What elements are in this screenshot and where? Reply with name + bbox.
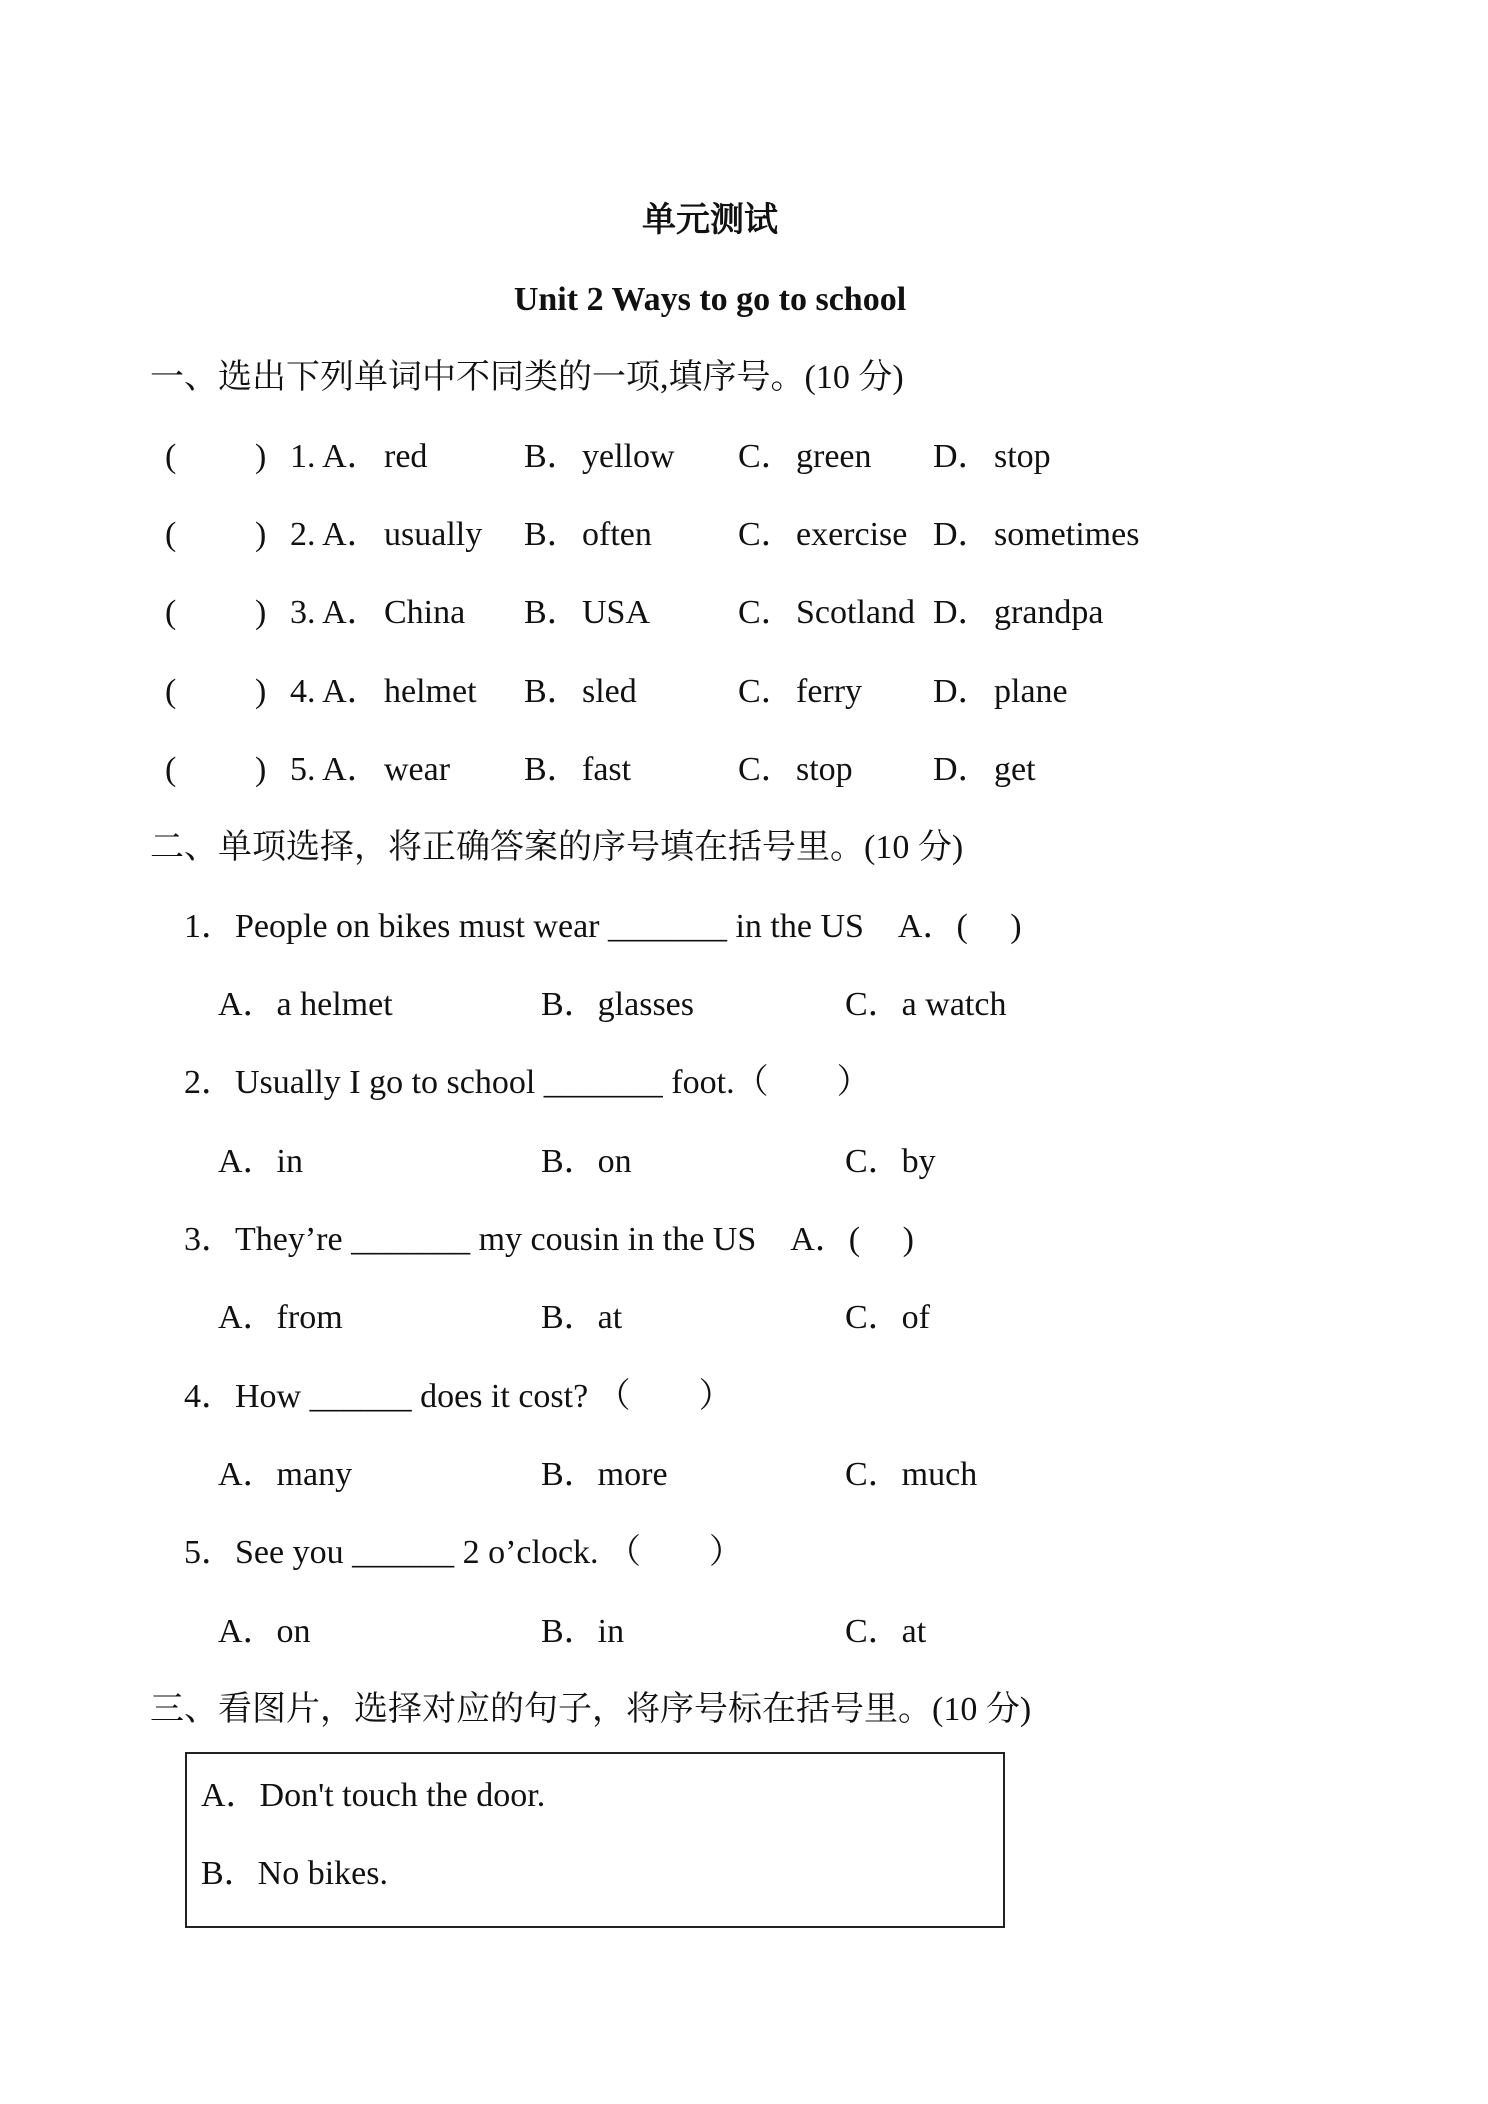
answer-bracket-open: ( [165,751,177,788]
question-stem: 2．Usually I go to school _______ foot.（ ） [184,1064,871,1101]
option-a: wear [384,751,451,788]
option-d-label: D． [933,594,992,631]
sentence-option-b: B．No bikes. [201,1855,388,1892]
choice-a: A．on [218,1613,311,1650]
option-c-label: C． [738,516,795,553]
option-c: ferry [796,673,863,710]
question-stem: 5．See you ______ 2 o’clock. （ ） [184,1534,744,1571]
choice-b: B．in [541,1613,625,1650]
item-number: 1. A． [290,438,381,475]
choice-c: C．of [845,1299,930,1336]
item-number: 4. A． [290,673,381,710]
option-d: plane [994,673,1068,710]
option-b-label: B． [524,516,581,553]
option-d-label: D． [933,438,992,475]
option-b: USA [582,594,651,631]
option-a: China [384,594,466,631]
option-b: yellow [582,438,675,475]
answer-bracket-close: ) [255,438,267,475]
option-d: get [994,751,1036,788]
option-b-label: B． [524,594,581,631]
question-stem: 4．How ______ does it cost? （ ） [184,1378,733,1415]
answer-bracket-open: ( [165,594,177,631]
choice-b: B．glasses [541,986,694,1023]
item-number: 5. A． [290,751,381,788]
option-c-label: C． [738,751,795,788]
sentence-options-box [185,1752,1005,1928]
option-a: usually [384,516,483,553]
page-title-cn: 单元测试 [642,202,778,239]
option-c-label: C． [738,594,795,631]
answer-bracket-close: ) [255,751,267,788]
answer-bracket-open: ( [165,438,177,475]
option-d-label: D． [933,751,992,788]
section1-heading: 一、选出下列单词中不同类的一项,填序号。(10 分) [150,359,904,396]
question-stem: 3．They’re _______ my cousin in the US A．( ) [184,1221,914,1258]
question-stem: 1．People on bikes must wear _______ in the US A．( ) [184,908,1022,945]
option-a: red [384,438,428,475]
option-d-label: D． [933,673,992,710]
answer-bracket-close: ) [255,673,267,710]
answer-bracket-open: ( [165,673,177,710]
item-number: 3. A． [290,594,381,631]
choice-b: B．more [541,1456,668,1493]
answer-bracket-close: ) [255,516,267,553]
item-number: 2. A． [290,516,381,553]
choice-b: B．on [541,1143,632,1180]
choice-c: C．a watch [845,986,1007,1023]
page-title-en: Unit 2 Ways to go to school [513,281,907,318]
option-d: grandpa [994,594,1104,631]
section2-heading: 二、单项选择，将正确答案的序号填在括号里。(10 分) [150,829,964,866]
option-b-label: B． [524,673,581,710]
option-b-label: B． [524,751,581,788]
option-b: often [582,516,652,553]
option-d-label: D． [933,516,992,553]
choice-c: C．by [845,1143,936,1180]
choice-a: A．in [218,1143,303,1180]
choice-c: C．at [845,1613,927,1650]
answer-bracket-open: ( [165,516,177,553]
option-d: stop [994,438,1051,475]
option-c-label: C． [738,438,795,475]
choice-a: A．many [218,1456,353,1493]
choice-b: B．at [541,1299,623,1336]
option-a: helmet [384,673,477,710]
option-c: stop [796,751,853,788]
choice-a: A．from [218,1299,343,1336]
choice-c: C．much [845,1456,978,1493]
answer-bracket-close: ) [255,594,267,631]
option-b-label: B． [524,438,581,475]
option-c: exercise [796,516,908,553]
option-b: sled [582,673,637,710]
section3-heading: 三、看图片，选择对应的句子，将序号标在括号里。(10 分) [150,1691,1032,1728]
option-b: fast [582,751,632,788]
choice-a: A．a helmet [218,986,393,1023]
option-c: green [796,438,872,475]
option-c: Scotland [796,594,915,631]
option-c-label: C． [738,673,795,710]
option-d: sometimes [994,516,1140,553]
sentence-option-a: A．Don't touch the door. [201,1777,546,1814]
